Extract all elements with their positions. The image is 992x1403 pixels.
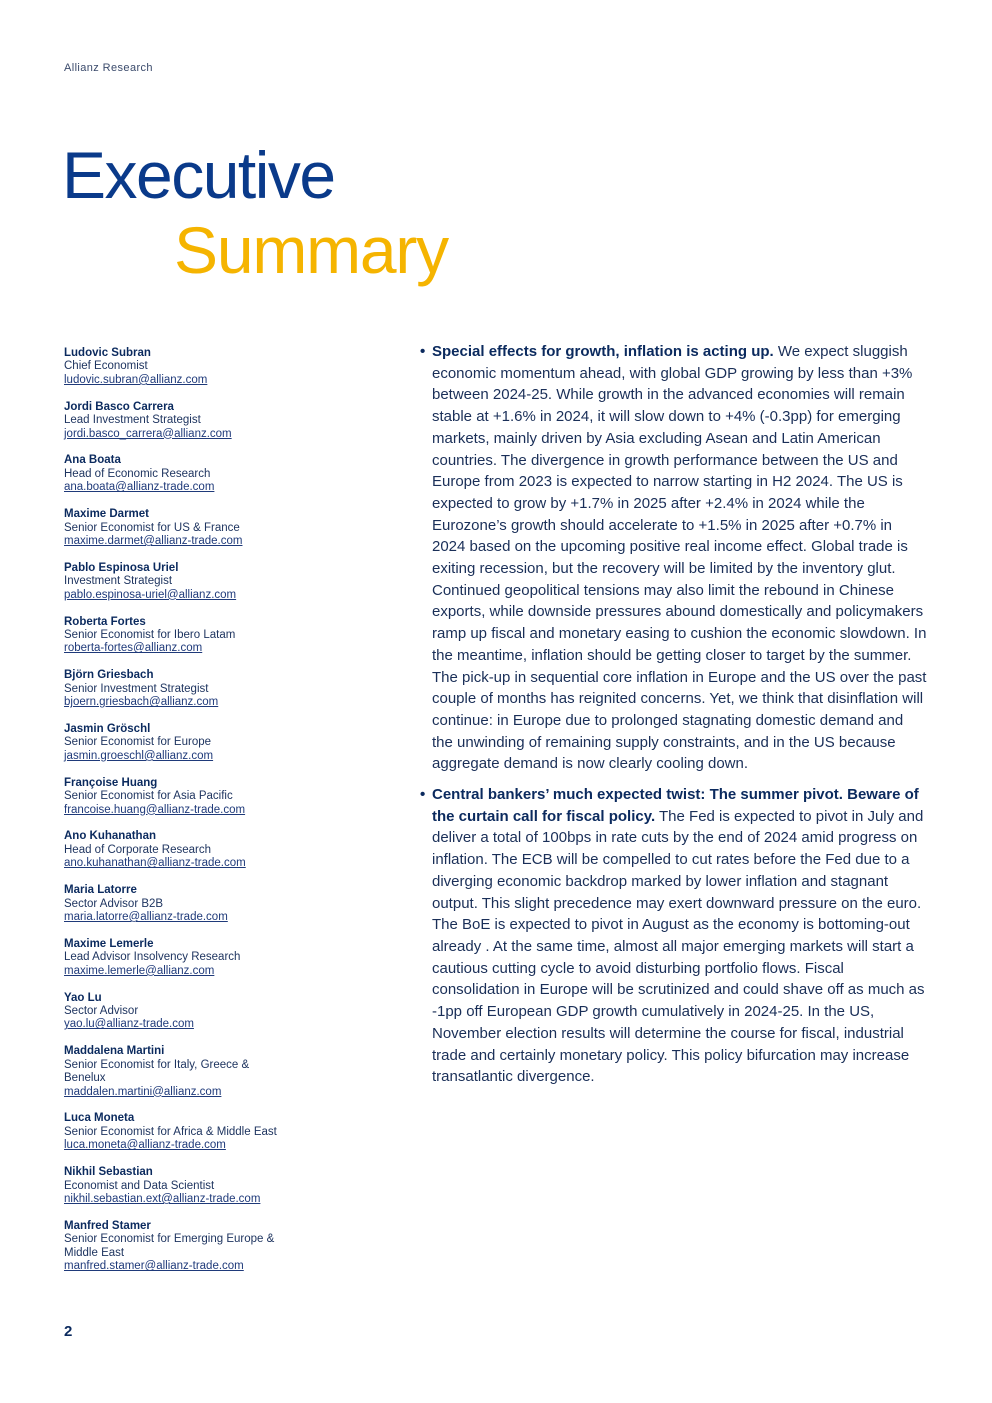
contact-item <box>64 616 364 656</box>
contact-email-link[interactable]: jordi.basco_carrera@allianz.com <box>64 427 232 440</box>
contact-email-link[interactable]: manfred.stamer@allianz-trade.com <box>64 1260 244 1273</box>
contact-role: Senior Economist for Europe <box>64 736 212 749</box>
contact-item <box>64 454 364 494</box>
contact-name: Maddalena Martini <box>64 1045 165 1058</box>
contact-email-link[interactable]: roberta-fortes@allianz.com <box>64 642 203 655</box>
contact-item <box>64 1045 364 1099</box>
contact-name: Björn Griesbach <box>64 669 154 682</box>
contact-role: Economist and Data Scientist <box>64 1179 215 1192</box>
contact-role: Senior Economist for US & France <box>64 521 240 534</box>
contact-item <box>64 669 364 709</box>
contact-role: Head of Corporate Research <box>64 843 212 856</box>
contact-role: Chief Economist <box>64 360 148 373</box>
contact-item <box>64 1166 364 1206</box>
contact-role: Sector Advisor <box>64 1005 139 1018</box>
contact-name: Jasmin Gröschl <box>64 723 151 736</box>
contact-email-link[interactable]: ana.boata@allianz-trade.com <box>64 481 215 494</box>
contact-email-link[interactable]: maddalen.martini@allianz.com <box>64 1085 222 1098</box>
contact-email-link[interactable]: maria.latorre@allianz-trade.com <box>64 911 228 923</box>
contact-email-link[interactable]: maxime.lemerle@allianz.com <box>64 964 215 977</box>
contact-name: Maxime Darmet <box>64 508 150 521</box>
contact-name: Ana Boata <box>64 454 121 467</box>
contact-email-link[interactable]: pablo.espinosa-uriel@allianz.com <box>64 588 237 601</box>
contact-item <box>64 777 364 817</box>
contact-role: Senior Economist for Asia Pacific <box>64 790 233 803</box>
contact-role: Senior Investment Strategist <box>64 682 209 695</box>
contact-role: Sector Advisor B2B <box>64 897 164 910</box>
summary-body <box>420 341 928 1097</box>
contact-name: Yao Lu <box>64 991 102 1004</box>
contact-email-link[interactable]: ano.kuhanathan@allianz-trade.com <box>64 857 246 870</box>
contact-email-link[interactable]: luca.moneta@allianz-trade.com <box>64 1139 226 1152</box>
contact-name: Pablo Espinosa Uriel <box>64 561 179 574</box>
contact-role: Investment Strategist <box>64 575 173 588</box>
contact-role: Head of Economic Research <box>64 467 211 480</box>
contact-name: Manfred Stamer <box>64 1219 151 1232</box>
contact-email-link[interactable]: jasmin.groeschl@allianz.com <box>64 749 214 762</box>
contact-email-link[interactable]: maxime.darmet@allianz-trade.com <box>64 534 243 547</box>
contact-role: Senior Economist for Italy, Greece & Benelux <box>64 1058 250 1085</box>
contact-role: Senior Economist for Emerging Europe & Middle East <box>64 1233 275 1259</box>
bullet-dot: • <box>420 786 426 804</box>
contacts-list <box>64 347 364 1287</box>
contact-role: Senior Economist for Africa & Middle East <box>64 1125 277 1138</box>
page-title-summary: Summary <box>174 213 448 287</box>
contact-item <box>64 884 364 924</box>
contact-email-link[interactable]: francoise.huang@allianz-trade.com <box>64 803 246 816</box>
contact-role: Senior Economist for Ibero Latam <box>64 629 236 641</box>
page-number: 2 <box>64 1323 73 1340</box>
contact-role: Lead Investment Strategist <box>64 414 201 427</box>
contact-name: Maria Latorre <box>64 884 137 897</box>
contact-name: Ano Kuhanathan <box>64 830 156 843</box>
contact-item <box>64 562 364 602</box>
contact-email-link[interactable]: nikhil.sebastian.ext@allianz-trade.com <box>64 1193 261 1205</box>
contact-name: Jordi Basco Carrera <box>64 400 174 413</box>
contact-email-link[interactable]: ludovic.subran@allianz.com <box>64 373 208 386</box>
contact-email-link[interactable]: yao.lu@allianz-trade.com <box>64 1018 194 1031</box>
contact-item <box>64 347 364 387</box>
bullet-text: The Fed is expected to pivot in July and deliver a total of 100bps in rate cuts by the end of 2024 amid progress on inflation. The ECB will be compelled to cut rates before the Fed due to a diverging economic backdrop marked by lower inflation and stagnant output. This slight precedence may exert downward pressure on the euro. The BoE is expected to pivot in August as the economy is bottoming-out already . At the same time, almost all major emerging markets will start a cautious cutting cycle to avoid disturbing portfolio flows. Fiscal consolidation in Europe will be scrutinized and could shave off as much as -1pp off European GDP growth cumulatively in 2024-25. In the US, November election results will determine the course for fiscal, industrial trade and certainly monetary policy. This policy bifurcation may increase transatlantic divergence. <box>432 807 925 1086</box>
contact-item <box>64 938 364 978</box>
page-title-executive: Executive <box>62 138 335 212</box>
bullet-lead: Central bankers’ much expected twist: The summer pivot. Beware of the curtain call for fiscal policy. <box>432 786 919 825</box>
contact-email-link[interactable]: bjoern.griesbach@allianz.com <box>64 696 219 709</box>
contact-name: Françoise Huang <box>64 776 158 789</box>
bullet-dot: • <box>420 343 426 360</box>
bullet-lead: Special effects for growth, inflation is acting up. <box>432 343 774 360</box>
contact-item <box>64 1112 364 1152</box>
contact-name: Roberta Fortes <box>64 615 146 628</box>
header-label: Allianz Research <box>64 62 153 74</box>
contact-item <box>64 992 364 1032</box>
contact-name: Luca Moneta <box>64 1112 135 1125</box>
bullet-text: We expect sluggish economic momentum ahead, with global GDP growing by less than +3% between 2024-25. While growth in the advanced economies will remain stable at +1.6% in 2024, it will slow down to +4% (-0.3pp) for emerging markets, mainly driven by Asia excluding Asean and Latin American countries. The divergence in growth performance between the US and Europe from 2023 is expected to narrow starting in H2 2024. The US is expected to grow by +1.7% in 2025 after +2.4% in 2024 while the Eurozone’s growth should accelerate to +1.5% in 2025 after +0.7% in 2024 based on the upcoming positive real income effect. Global trade is exiting recession, but the recovery will be limited by the inventory glut. Continued geopolitical tensions may also limit the rebound in Chinese exports, while downside pressures abound domestically and policymakers ramp up fiscal and monetary easing to cushion the economic slowdown. In the meantime, inflation should be getting closer to target by the summer. The pick-up in sequential core inflation in Europe and the US over the past couple of months has reignited concerns. Yet, we think that disinflation will continue: in Europe due to prolonged stagnating domestic demand and the unwinding of remaining supply constraints, and in the US because aggregate demand is now clearly cooling down. <box>432 343 927 773</box>
contact-name: Nikhil Sebastian <box>64 1166 153 1179</box>
contact-item <box>64 1220 364 1274</box>
contact-item <box>64 508 364 548</box>
contact-item <box>64 830 364 870</box>
contact-name: Maxime Lemerle <box>64 937 154 950</box>
summary-bullet <box>420 784 928 1088</box>
contact-role: Lead Advisor Insolvency Research <box>64 951 241 964</box>
summary-bullet <box>420 341 928 775</box>
contact-name: Ludovic Subran <box>64 347 151 359</box>
contact-item <box>64 723 364 763</box>
contact-item <box>64 401 364 441</box>
